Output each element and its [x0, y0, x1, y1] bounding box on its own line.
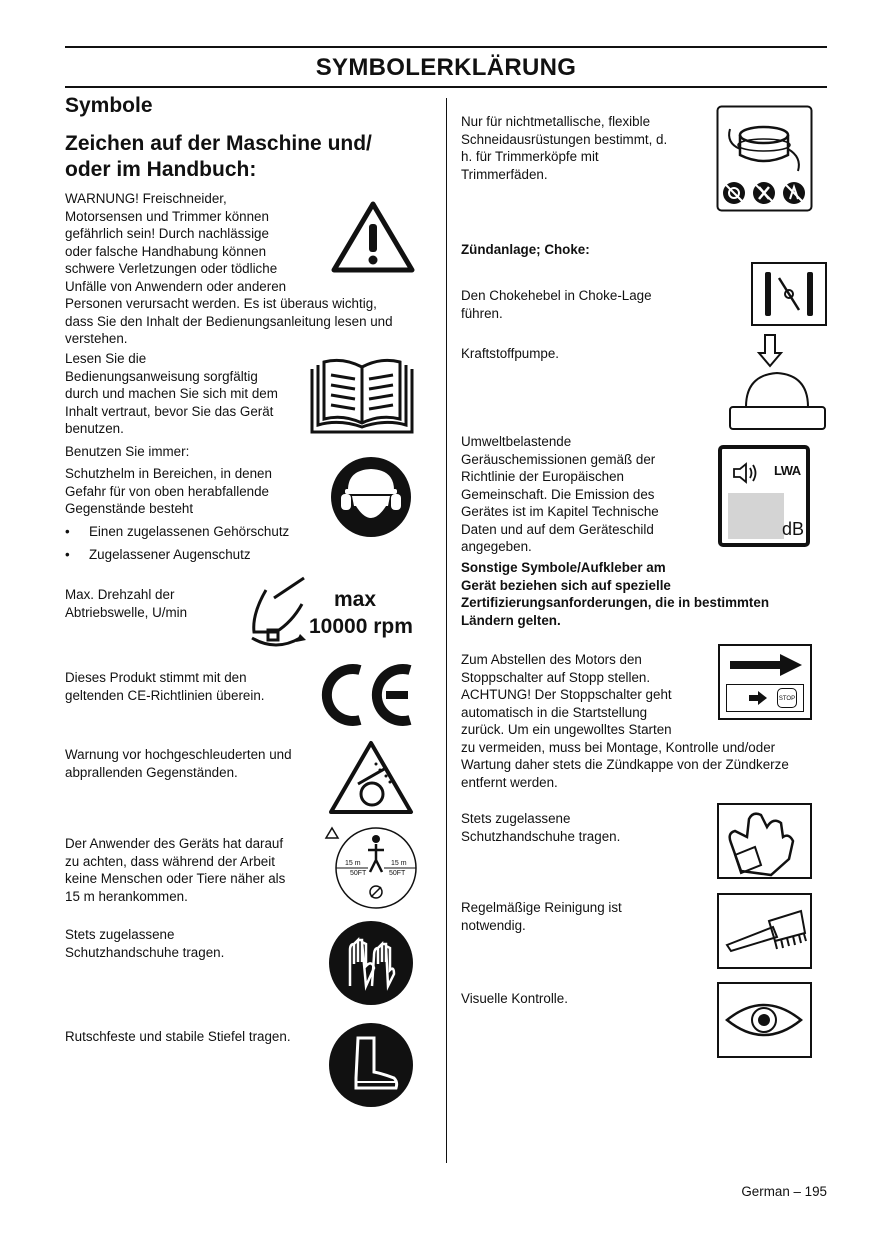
- heading-zeichen-line2: oder im Handbuch:: [65, 158, 257, 181]
- ce-text: Dieses Produkt stimmt mit den geltenden CE-Richtlinien überein.: [65, 670, 265, 703]
- trimmer-head-only-icon: [716, 105, 813, 212]
- gloves-text-right: Stets zugelassene Schutzhandschuhe tragen.: [461, 811, 621, 844]
- heading-symbole: Symbole: [65, 94, 153, 117]
- choke-icon: [751, 262, 827, 326]
- arrow-right-icon: [730, 654, 802, 676]
- ppe-helmet-icon: [330, 456, 412, 538]
- bullet-marker: •: [65, 524, 70, 539]
- stop-switch-frame: [726, 684, 804, 712]
- gloves-text-left: Stets zugelassene Schutzhandschuhe tragen.: [65, 927, 225, 960]
- distance-label-ft-left: 50FT: [350, 870, 367, 877]
- distance-label-ft-right: 50FT: [389, 870, 406, 877]
- page-title: SYMBOLERKLÄRUNG: [315, 54, 577, 81]
- bullet-marker: •: [65, 547, 70, 562]
- choke-text: Den Chokehebel in Choke-Lage führen.: [461, 288, 652, 321]
- speed-max-label: max: [334, 588, 377, 611]
- warning-text: WARNUNG! Freischneider, Motorsensen und Trimmer können gefährlich sein! Durch nachlässige oder falsche Handhabung können schwere Verletzungen oder tödliche Unfälle von Anwendern oder anderen Personen verursacht werden. Es ist überaus wichtig, dass Sie den Inhalt der Bedienungsanleitung lesen und verstehen.: [65, 191, 393, 346]
- safety-distance-icon: [324, 826, 418, 910]
- speed-value-row: [309, 615, 413, 639]
- eye-icon: [717, 982, 812, 1058]
- warning-triangle-icon: [330, 200, 416, 274]
- lwa-label: LWA: [774, 463, 801, 478]
- stop-octagon: STOP: [777, 688, 797, 708]
- small-arrow-icon: [749, 691, 767, 705]
- boots-text: Rutschfeste und stabile Stiefel tragen.: [65, 1029, 291, 1044]
- max-speed-text: Max. Drehzahl der Abtriebswelle, U/min: [65, 587, 188, 620]
- distance-label-m-left: 15 m: [345, 860, 361, 867]
- title-rule: [65, 86, 827, 88]
- stop-switch-icon: [718, 644, 812, 720]
- cleaning-text: Regelmäßige Reinigung ist notwendig.: [461, 900, 622, 933]
- speaker-icon: [732, 461, 760, 485]
- bullet-eye-protection: Zugelassener Augenschutz: [89, 547, 251, 562]
- distance-label-m-right: 15 m: [391, 860, 407, 867]
- noise-value-box: [728, 493, 784, 539]
- fuel-pump-text: Kraftstoffpumpe.: [461, 346, 560, 361]
- heading-zeichen-line1: Zeichen auf der Maschine und/: [65, 132, 372, 155]
- read-manual-text: Lesen Sie die Bedienungsanweisung sorgfältig durch und machen Sie sich mit dem Inhalt vertraut, bevor Sie das Gerät benutzen.: [65, 351, 278, 436]
- glove-icon: [717, 803, 812, 879]
- thrown-objects-warning-icon: [328, 740, 414, 816]
- bullet-ear-protection: Einen zugelassenen Gehörschutz: [89, 524, 290, 539]
- trimmer-head-speed-icon: [246, 574, 310, 650]
- thrown-objects-text: Warnung vor hochgeschleuderten und abprallenden Gegenständen.: [65, 747, 292, 780]
- top-rule: [65, 46, 827, 48]
- ce-mark-icon: [320, 660, 418, 730]
- visual-check-text: Visuelle Kontrolle.: [461, 991, 568, 1006]
- always-use-text: Benutzen Sie immer:: [65, 444, 190, 459]
- noise-label: [718, 445, 810, 547]
- stop-switch-text: Zum Abstellen des Motors den Stoppschalter auf Stopp stellen. ACHTUNG! Der Stoppschalter geht automatisch in die Startstellung zurück. Um ein ungewolltes Starten zu vermeiden, muss bei Montage, Kontrolle und/oder Wartung daher stets die Zündkappe von der Zündkerze entfernt werden.: [461, 652, 789, 790]
- column-divider: [446, 98, 447, 1163]
- open-book-icon: [309, 357, 415, 437]
- nonmetal-text: Nur für nichtmetallische, flexible Schneidausrüstungen bestimmt, d. h. für Trimmerköpfe mit Trimmerfäden.: [461, 114, 668, 182]
- other-symbols-text: Sonstige Symbole/Aufkleber am Gerät beziehen sich auf spezielle Zertifizierungsanforderungen, die in bestimmten Ländern gelten.: [461, 560, 770, 628]
- helmet-text: Schutzhelm in Bereichen, in denen Gefahr für von oben herabfallende Gegenstände besteht: [65, 466, 272, 516]
- page-footer: German – 195: [741, 1184, 827, 1199]
- gloves-icon: [328, 920, 414, 1006]
- safety-distance-text: Der Anwender des Geräts hat darauf zu achten, dass während der Arbeit keine Menschen oder Tiere näher als 15 m herankommen.: [65, 836, 286, 904]
- boots-icon: [328, 1022, 414, 1108]
- brush-icon: [717, 893, 812, 969]
- ignition-heading: Zündanlage; Choke:: [461, 242, 590, 257]
- db-label: dB: [782, 519, 805, 539]
- speed-value: 10000: [309, 615, 368, 638]
- speed-unit: rpm: [373, 615, 413, 638]
- noise-text: Umweltbelastende Geräuschemissionen gemäß der Richtlinie der Europäischen Gemeinschaft. Die Emission des Gerätes ist im Kapitel Technische Daten und auf dem Geräteschild angegeben.: [461, 434, 659, 554]
- fuel-pump-icon: [728, 333, 827, 433]
